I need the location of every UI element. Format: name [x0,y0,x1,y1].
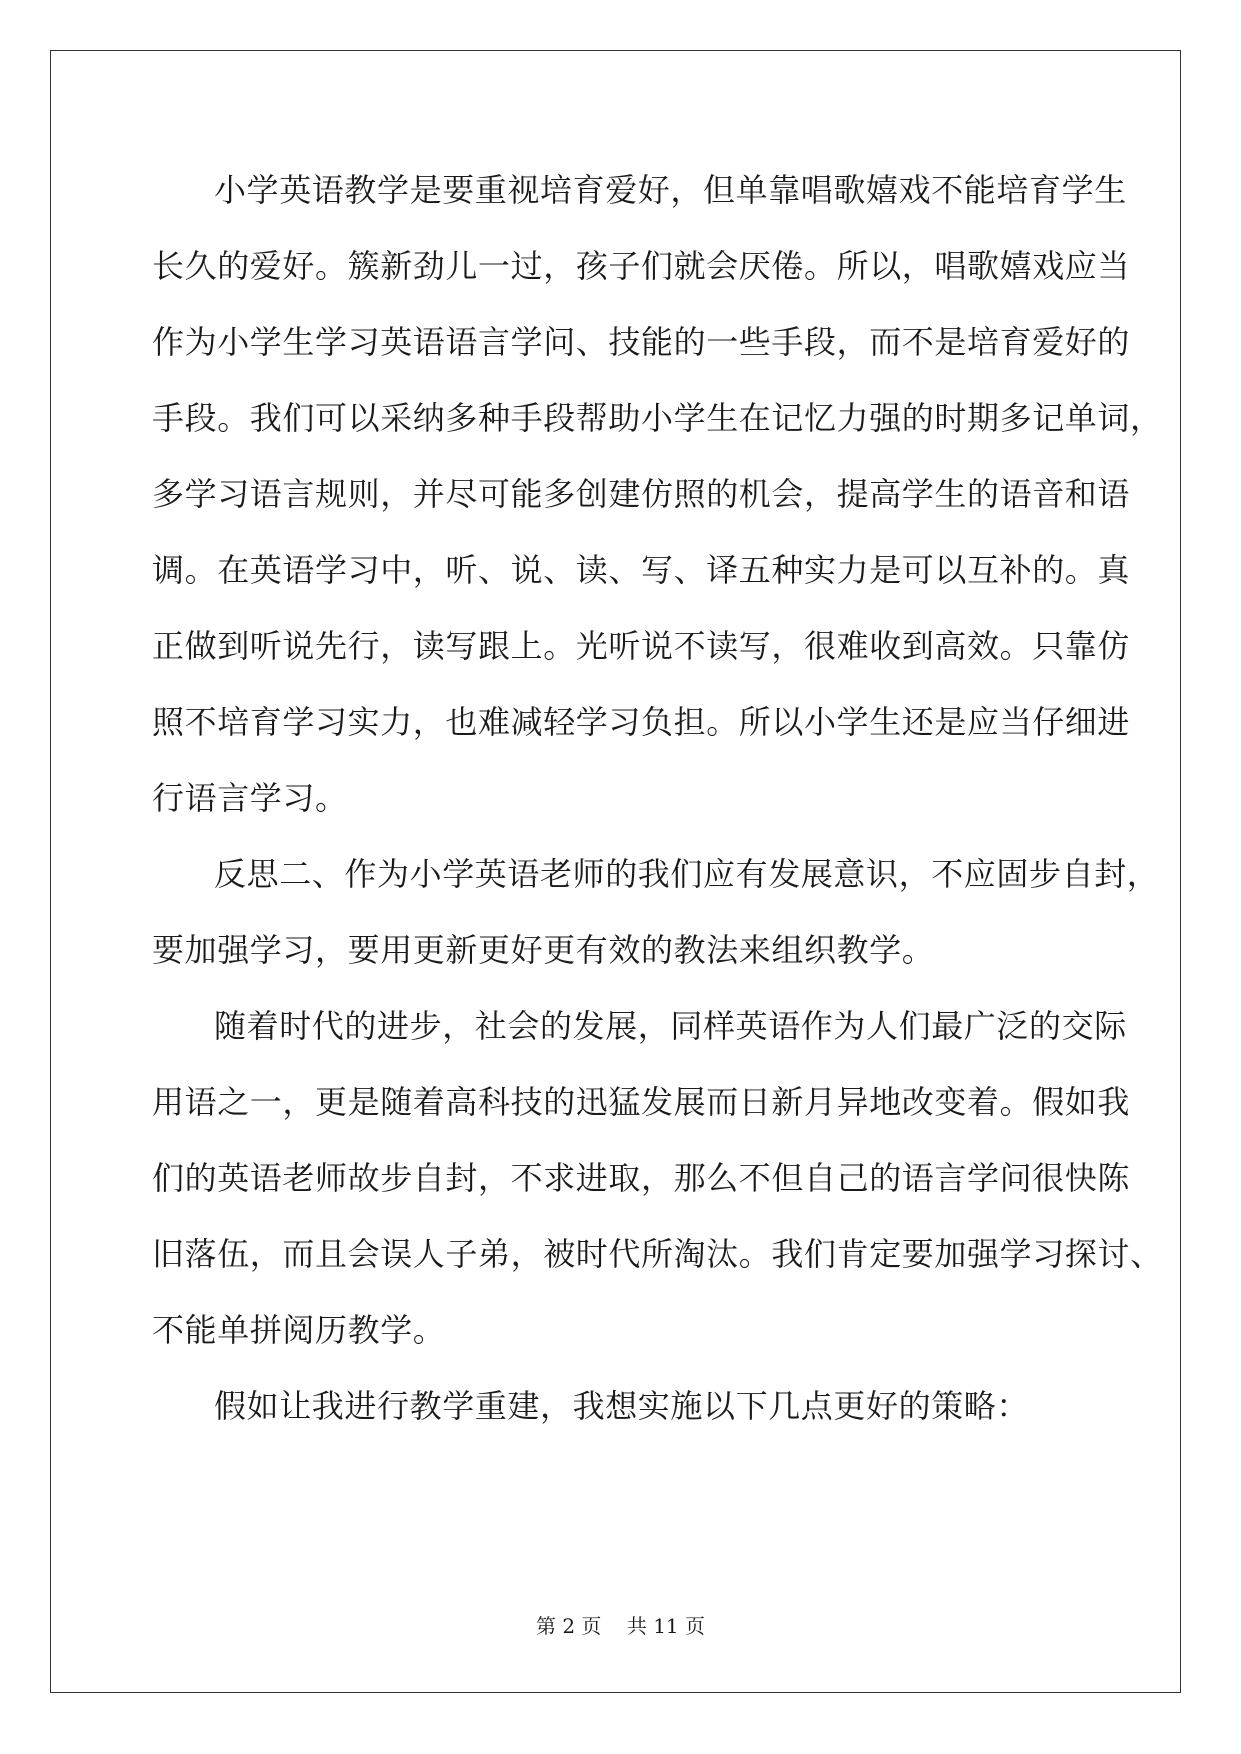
text-line: 假如让我进行教学重建，我想实施以下几点更好的策略： [214,1387,1030,1425]
text-line: 长久的爱好。簇新劲儿一过，孩子们就会厌倦。所以，唱歌嬉戏应当 [152,247,1131,285]
text-line: 小学英语教学是要重视培育爱好，但单靠唱歌嬉戏不能培育学生 [214,171,1127,209]
text-line: 随着时代的进步，社会的发展，同样英语作为人们最广泛的交际 [214,1007,1127,1045]
text-line: 不能单拼阅历教学。 [152,1311,446,1349]
text-line: 要加强学习，要用更新更好更有效的教法来组织教学。 [152,931,935,969]
document-body [152,161,1163,1453]
text-line: 手段。我们可以采纳多种手段帮助小学生在记忆力强的时期多记单词， [152,399,1163,437]
text-line: 作为小学生学习英语语言学问、技能的一些手段，而不是培育爱好的 [152,323,1131,361]
text-line: 反思二、作为小学英语老师的我们应有发展意识，不应固步自封， [214,855,1160,893]
text-line: 旧落伍，而且会误人子弟，被时代所淘汰。我们肯定要加强学习探讨、 [152,1235,1163,1273]
page-number-footer: 第 2 页 共 11 页 [535,1614,706,1638]
text-line: 行语言学习。 [152,779,348,817]
text-line: 正做到听说先行，读写跟上。光听说不读写，很难收到高效。只靠仿 [152,627,1131,665]
text-line: 们的英语老师故步自封，不求进取，那么不但自己的语言学问很快陈 [152,1159,1131,1197]
text-line: 调。在英语学习中，听、说、读、写、译五种实力是可以互补的。真 [152,551,1131,589]
text-line: 照不培育学习实力，也难减轻学习负担。所以小学生还是应当仔细进 [152,703,1131,741]
text-line: 多学习语言规则，并尽可能多创建仿照的机会，提高学生的语音和语 [152,475,1131,513]
text-line: 用语之一，更是随着高科技的迅猛发展而日新月异地改变着。假如我 [152,1083,1131,1121]
